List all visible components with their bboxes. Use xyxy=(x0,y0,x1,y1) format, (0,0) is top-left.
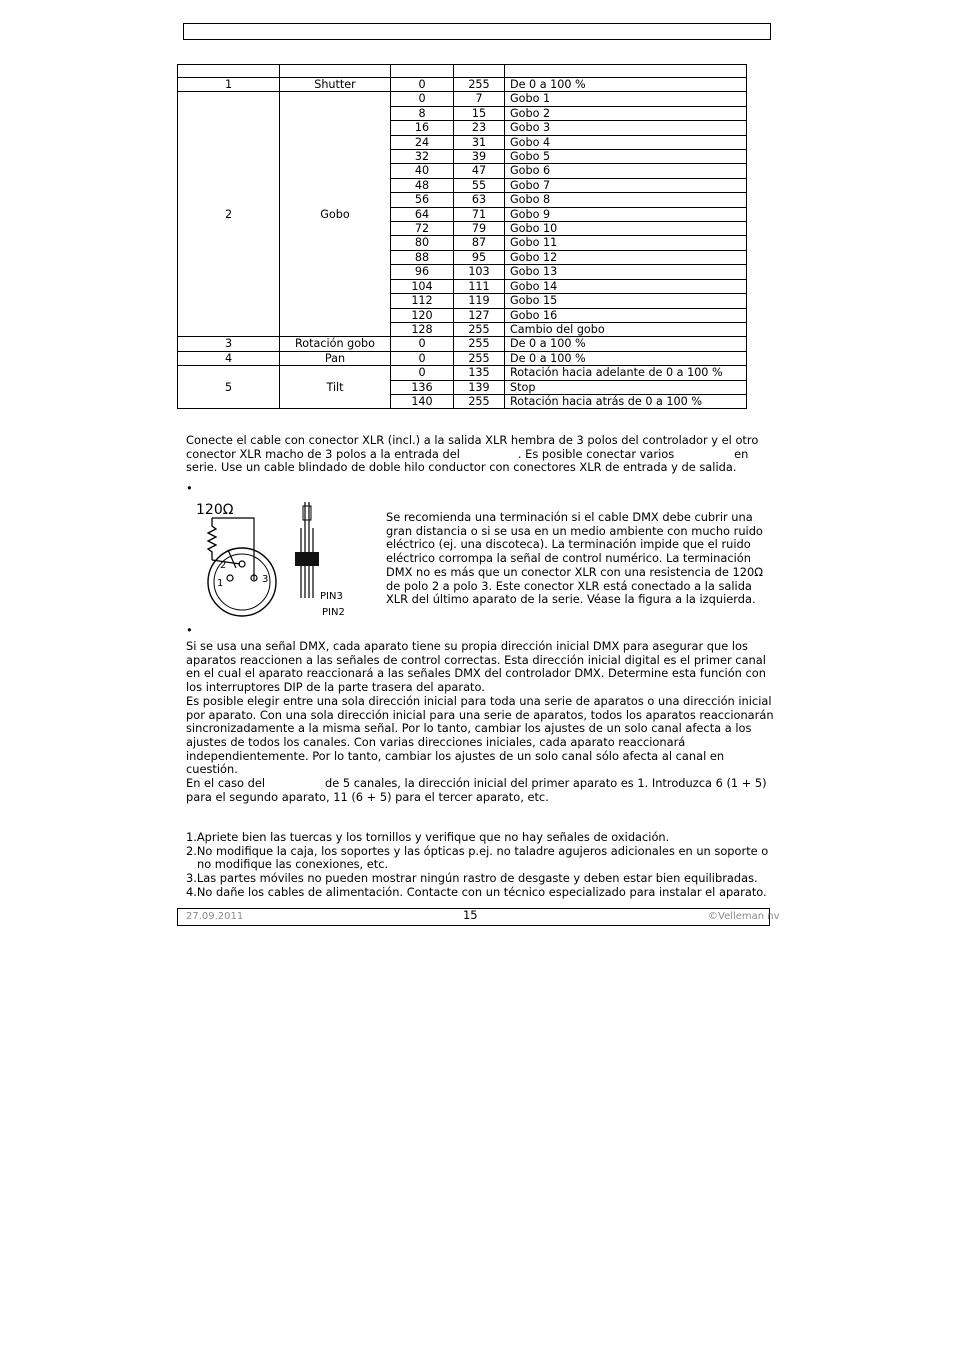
desc-cell: Rotación hacia adelante de 0 a 100 % xyxy=(505,366,747,380)
from-cell: 140 xyxy=(391,394,454,408)
from-cell: 40 xyxy=(391,164,454,178)
desc-cell: Gobo 12 xyxy=(505,250,747,264)
to-cell: 255 xyxy=(454,337,505,351)
desc-cell: De 0 a 100 % xyxy=(505,78,747,92)
resistor-body-icon xyxy=(295,552,319,566)
to-cell: 127 xyxy=(454,308,505,322)
function-cell: Rotación gobo xyxy=(280,337,391,351)
list-item xyxy=(186,845,776,872)
desc-cell: Gobo 13 xyxy=(505,265,747,279)
from-cell: 104 xyxy=(391,279,454,293)
header-box xyxy=(183,23,771,40)
desc-cell: De 0 a 100 % xyxy=(505,351,747,365)
table-row xyxy=(178,92,747,106)
to-cell: 71 xyxy=(454,207,505,221)
channel-cell: 5 xyxy=(178,366,280,409)
text-line: XLR del último aparato de la serie. Véase la figura a la izquierda. xyxy=(386,592,756,607)
table-header-cell xyxy=(280,65,391,78)
address-paragraph xyxy=(186,640,776,804)
desc-cell: Cambio del gobo xyxy=(505,322,747,336)
desc-cell: Rotación hacia atrás de 0 a 100 % xyxy=(505,394,747,408)
desc-cell: Gobo 5 xyxy=(505,150,747,164)
to-cell: 47 xyxy=(454,164,505,178)
from-cell: 88 xyxy=(391,250,454,264)
from-cell: 0 xyxy=(391,351,454,365)
text-line: cuestión. xyxy=(186,762,238,777)
text-line: eléctrico corrompa la señal de control numérico. La terminación xyxy=(386,551,751,566)
text-fragment: . Es posible conectar varios xyxy=(517,446,675,461)
from-cell: 112 xyxy=(391,294,454,308)
desc-cell: Gobo 10 xyxy=(505,222,747,236)
table-header-cell xyxy=(454,65,505,78)
text-line: DMX no es más que un conector XLR con una resistencia de 120Ω xyxy=(386,564,763,579)
from-cell: 16 xyxy=(391,121,454,135)
desc-cell: Gobo 9 xyxy=(505,207,747,221)
text-line: independientemente. Por lo tanto, cambiar los ajustes de un solo canal sólo afecta al canal en xyxy=(186,748,725,763)
text-line xyxy=(186,448,776,462)
desc-cell: Gobo 1 xyxy=(505,92,747,106)
connection-paragraph xyxy=(186,434,776,475)
to-cell: 103 xyxy=(454,265,505,279)
text-fragment: no modifique las conexiones, etc. xyxy=(197,857,389,872)
text-fragment: En el caso del xyxy=(186,776,266,791)
channel-cell: 4 xyxy=(178,351,280,365)
text-line: Se recomienda una terminación si el cable DMX debe cubrir una xyxy=(386,510,753,524)
text-line: en el cual el aparato reaccionará a las señales DMX del controlador DMX. Determine esta función con xyxy=(186,666,766,681)
table-row xyxy=(178,78,747,92)
table-row xyxy=(178,366,747,380)
text-line: ajustes de todos los canales. Con varias direcciones iniciales, cada aparato reaccionará xyxy=(186,734,686,749)
to-cell: 139 xyxy=(454,380,505,394)
desc-cell: Stop xyxy=(505,380,747,394)
from-cell: 80 xyxy=(391,236,454,250)
desc-cell: Gobo 6 xyxy=(505,164,747,178)
arrow-icon xyxy=(228,550,236,568)
pin2-label: PIN2 xyxy=(322,607,345,618)
from-cell: 24 xyxy=(391,135,454,149)
channel-cell: 1 xyxy=(178,78,280,92)
resistor-icon xyxy=(208,518,216,560)
from-cell: 64 xyxy=(391,207,454,221)
to-cell: 79 xyxy=(454,222,505,236)
table-row xyxy=(178,337,747,351)
dmx-termination-diagram xyxy=(192,498,352,622)
from-cell: 0 xyxy=(391,78,454,92)
from-cell: 72 xyxy=(391,222,454,236)
text-line: los interruptores DIP de la parte trasera del aparato. xyxy=(186,680,485,695)
text-line: aparatos reaccionen a las señales de control correctas. Esta dirección inicial digital es el primer canal xyxy=(186,652,766,667)
table-header-cell xyxy=(505,65,747,78)
text-line: Conecte el cable con conector XLR (incl.) a la salida XLR hembra de 3 polos del controlador y el otro xyxy=(186,433,759,447)
text-line: Si se usa una señal DMX, cada aparato tiene su propia dirección inicial DMX para asegurar que los xyxy=(186,639,748,653)
to-cell: 255 xyxy=(454,322,505,336)
pin3-label: PIN3 xyxy=(320,591,343,602)
function-cell: Gobo xyxy=(280,92,391,337)
desc-cell: Gobo 15 xyxy=(505,294,747,308)
desc-cell: Gobo 11 xyxy=(505,236,747,250)
list-item: 3.Las partes móviles no pueden mostrar ningún rastro de desgaste y deben estar bien equilibradas. xyxy=(186,871,758,886)
bullet: • xyxy=(186,623,193,637)
to-cell: 111 xyxy=(454,279,505,293)
from-cell: 136 xyxy=(391,380,454,394)
pin-icon xyxy=(227,575,233,581)
pin3-number: 3 xyxy=(262,574,269,585)
resistor-label: 120Ω xyxy=(196,502,234,518)
table-header-cell xyxy=(391,65,454,78)
text-fragment: conector XLR macho de 3 polos a la entrada del xyxy=(186,446,460,461)
to-cell: 119 xyxy=(454,294,505,308)
from-cell: 0 xyxy=(391,92,454,106)
text-line: serie. Use un cable blindado de doble hilo conductor con conectores XLR de entrada y de salida. xyxy=(186,460,737,475)
table-row xyxy=(178,351,747,365)
desc-cell: Gobo 14 xyxy=(505,279,747,293)
channel-cell: 3 xyxy=(178,337,280,351)
from-cell: 8 xyxy=(391,106,454,120)
footer-date: 27.09.2011 xyxy=(186,911,244,922)
text-line xyxy=(186,777,776,791)
list-item: 4.No dañe los cables de alimentación. Contacte con un técnico especializado para instalar el aparato. xyxy=(186,884,767,899)
desc-cell: Gobo 2 xyxy=(505,106,747,120)
to-cell: 15 xyxy=(454,106,505,120)
text-fragment: en xyxy=(734,446,749,461)
from-cell: 32 xyxy=(391,150,454,164)
to-cell: 255 xyxy=(454,351,505,365)
page-number: 15 xyxy=(463,908,478,922)
pin2-number: 2 xyxy=(220,560,227,571)
dmx-channel-table xyxy=(177,64,747,409)
to-cell: 255 xyxy=(454,78,505,92)
to-cell: 255 xyxy=(454,394,505,408)
desc-cell: Gobo 8 xyxy=(505,193,747,207)
desc-cell: Gobo 7 xyxy=(505,178,747,192)
function-cell: Tilt xyxy=(280,366,391,409)
bullet: • xyxy=(186,481,193,495)
table-header-row xyxy=(178,65,747,78)
to-cell: 7 xyxy=(454,92,505,106)
desc-cell: Gobo 16 xyxy=(505,308,747,322)
text-line: sincronizadamente a la misma señal. Por lo tanto, cambiar los ajustes de un solo canal afecta a los xyxy=(186,721,752,736)
to-cell: 31 xyxy=(454,135,505,149)
cable-jacket-icon xyxy=(303,506,311,520)
desc-cell: Gobo 3 xyxy=(505,121,747,135)
pin1-number: 1 xyxy=(217,578,224,589)
from-cell: 128 xyxy=(391,322,454,336)
text-line: por aparato. Con una sola dirección inicial para una serie de aparatos, todos los aparatos reaccionarán xyxy=(186,707,774,722)
function-cell: Pan xyxy=(280,351,391,365)
from-cell: 56 xyxy=(391,193,454,207)
maintenance-list xyxy=(186,831,776,900)
text-line: para el segundo aparato, 11 (6 + 5) para el tercer aparato, etc. xyxy=(186,789,549,804)
function-cell: Shutter xyxy=(280,78,391,92)
to-cell: 87 xyxy=(454,236,505,250)
footer-copyright: ©Velleman nv xyxy=(708,911,780,922)
to-cell: 23 xyxy=(454,121,505,135)
desc-cell: Gobo 4 xyxy=(505,135,747,149)
desc-cell: De 0 a 100 % xyxy=(505,337,747,351)
from-cell: 96 xyxy=(391,265,454,279)
text-line: Es posible elegir entre una sola dirección inicial para toda una serie de aparatos o una dirección inicial xyxy=(186,693,772,708)
from-cell: 0 xyxy=(391,337,454,351)
channel-cell: 2 xyxy=(178,92,280,337)
text-line: de polo 2 a polo 3. Este conector XLR está conectado a la salida xyxy=(386,578,752,593)
list-item: 1.Apriete bien las tuercas y los tornillos y verifique que no hay señales de oxidación. xyxy=(186,830,670,844)
text-line: eléctrico (ej. una discoteca). La terminación impide que el ruido xyxy=(386,537,751,552)
to-cell: 39 xyxy=(454,150,505,164)
from-cell: 120 xyxy=(391,308,454,322)
termination-paragraph xyxy=(386,511,766,607)
to-cell: 55 xyxy=(454,178,505,192)
text-line: gran distancia o si se usa en un medio ambiente con mucho ruido xyxy=(386,523,763,538)
text-fragment: de 5 canales, la dirección inicial del primer aparato es 1. Introduzca 6 (1 + 5) xyxy=(325,776,767,791)
table-header-cell xyxy=(178,65,280,78)
to-cell: 95 xyxy=(454,250,505,264)
from-cell: 0 xyxy=(391,366,454,380)
text-fragment: 2.No modifique la caja, los soportes y las ópticas p.ej. no taladre agujeros adicionales en un soporte o xyxy=(186,843,769,858)
from-cell: 48 xyxy=(391,178,454,192)
to-cell: 135 xyxy=(454,366,505,380)
to-cell: 63 xyxy=(454,193,505,207)
